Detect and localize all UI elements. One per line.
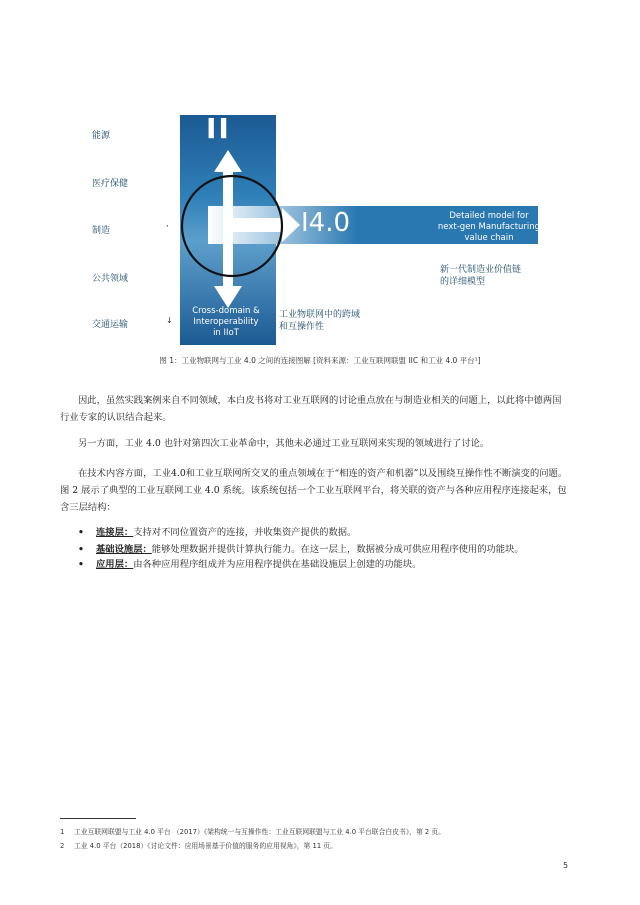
footnote-divider xyxy=(60,818,136,819)
bullet-term: 应用层： xyxy=(96,559,134,570)
bullet-marker: • xyxy=(78,527,84,538)
footnote-2 xyxy=(60,840,337,850)
bottom-cn-label: 工业物联网中的跨域 和互操作性 xyxy=(279,310,361,332)
footnote-text: 工业 4.0 平台（2018）《讨论文件：应用场景基于价值的服务的应用视角》，第 11 页。 xyxy=(74,842,337,850)
row-marker-manufacturing: ’ xyxy=(166,224,169,233)
vertical-top-label: II xyxy=(206,112,231,145)
i40-label: I4.0 xyxy=(301,208,351,238)
vertical-bottom-label: Cross-domain & Interoperability in IIoT xyxy=(192,306,260,338)
bullet-application xyxy=(78,558,421,572)
bullet-text: 能够处理数据并提供计算执行能力。在这一层上，数据被分成可供应用程序使用的功能块。 xyxy=(151,544,524,555)
page-number: 5 xyxy=(563,861,569,870)
bullet-text: 由各种应用程序组成并为应用程序提供在基础设施层上创建的功能块。 xyxy=(133,559,422,570)
bullet-term: 基础设施层： xyxy=(96,544,152,555)
bullet-connectivity xyxy=(78,526,356,540)
bullet-text: 支持对不同位置资产的连接，并收集资产提供的数据。 xyxy=(133,527,357,538)
bullet-term: 连接层： xyxy=(96,527,134,538)
bullet-infrastructure xyxy=(78,543,524,557)
bullet-marker: • xyxy=(78,544,84,555)
footnote-1 xyxy=(60,826,445,836)
bullet-marker: • xyxy=(78,559,84,570)
sector-public: 公共领域 xyxy=(92,274,129,284)
sector-transport: 交通运输 xyxy=(92,320,129,330)
right-box-label: Detailed model for next-gen Manufacturing value chain xyxy=(437,211,541,243)
figure-caption: 图 1：工业物联网与工业 4.0 之间的连接图解 [资料来源：工业互联网联盟 IIC 和工业 4.0 平台¹] xyxy=(159,356,481,365)
paragraph-2: 另一方面，工业 4.0 也针对第四次工业革命中，其他未必通过工业互联网来实现的领域进行了讨论。 xyxy=(78,438,490,449)
sector-manufacturing: 制造 xyxy=(92,226,111,236)
paragraph-3: 在技术内容方面，工业4.0和工业互联网所交叉的重点领域在于“相连的资产和机器”以及围绕互操作性不断演变的问题。图 2 展示了典型的工业互联网工业 4.0 系统。该系统包括一个工业互联网平台，将关联的资产与各种应用程序连接起来，包含三层结构： xyxy=(60,468,568,513)
footnote-number: 1 xyxy=(60,828,65,836)
paragraph-1: 因此，虽然实践案例来自不同领域，本白皮书将对工业互联网的讨论重点放在与制造业相关的问题上，以此将中德两国行业专家的认识结合起来。 xyxy=(60,395,562,423)
footnote-text: 工业互联网联盟与工业 4.0 平台 （2017）《架构统一与互操作性：工业互联网联盟与工业 4.0 平台联合白皮书》，第 2 页。 xyxy=(74,828,446,836)
sector-healthcare: 医疗保健 xyxy=(92,179,129,189)
right-cn-label: 新一代制造业价值链 的详细模型 xyxy=(440,265,522,287)
footnote-number: 2 xyxy=(60,842,65,850)
sector-energy: 能源 xyxy=(92,131,111,141)
row-marker-transport: ↓ xyxy=(166,316,173,325)
